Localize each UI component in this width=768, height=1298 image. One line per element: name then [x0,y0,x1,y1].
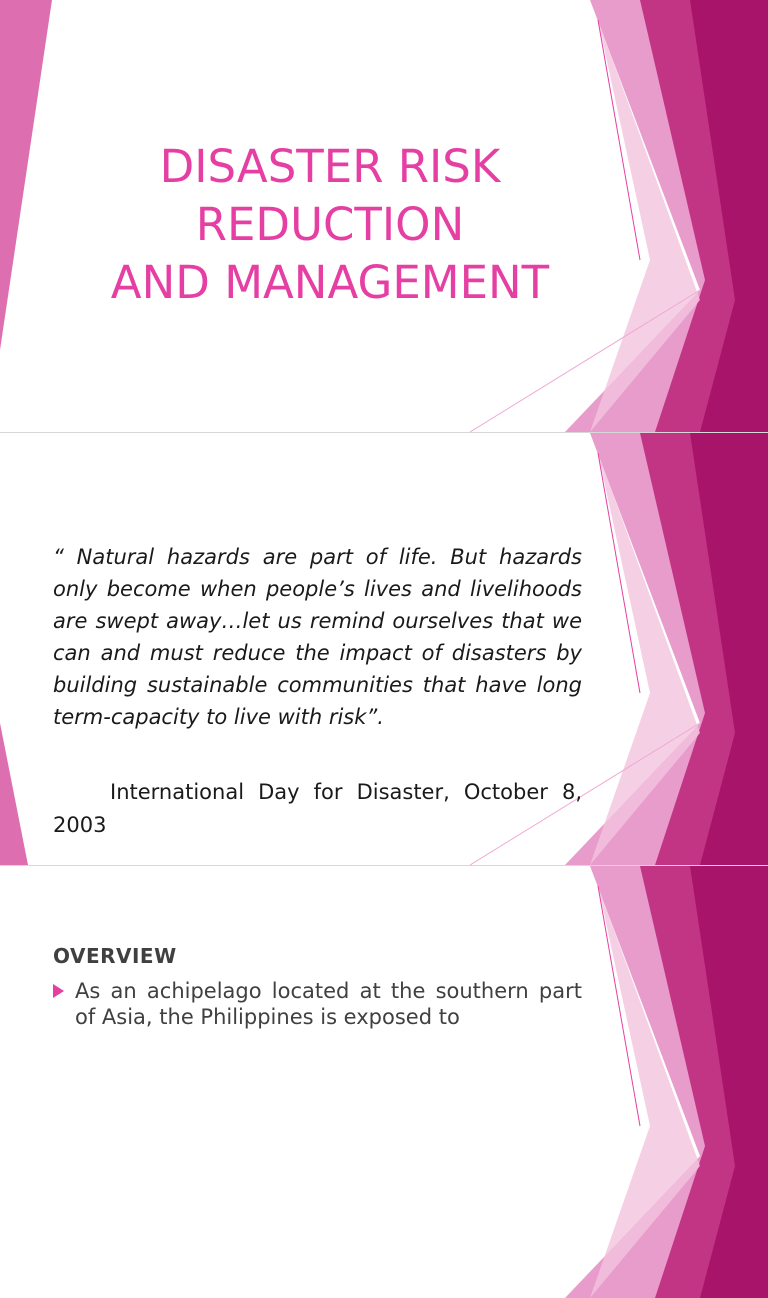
triangle-bullet-icon [53,984,64,998]
slide-decoration [0,866,768,1298]
title-line: REDUCTION [195,198,465,251]
bullet-text: As an achipelago located at the southern part of Asia, the Philippines is exposed to [75,979,582,1029]
presentation-title [40,138,620,312]
quote-text: “ Natural hazards are part of life. But hazards only become when people’s lives and livelihoods are swept away…let us remind ourselves that we can and must reduce the impact of disasters by building sustainable communities that have long term-capacity to live with risk”. [53,545,582,729]
slide-title [0,0,768,432]
slide-overview [0,866,768,1298]
slide-quote [0,433,768,865]
section-heading: OVERVIEW [53,944,177,968]
title-line: AND MANAGEMENT [110,256,550,309]
title-line: DISASTER RISK [159,140,501,193]
quote-attribution: International Day for Disaster, October 8, 2003 [53,780,582,837]
